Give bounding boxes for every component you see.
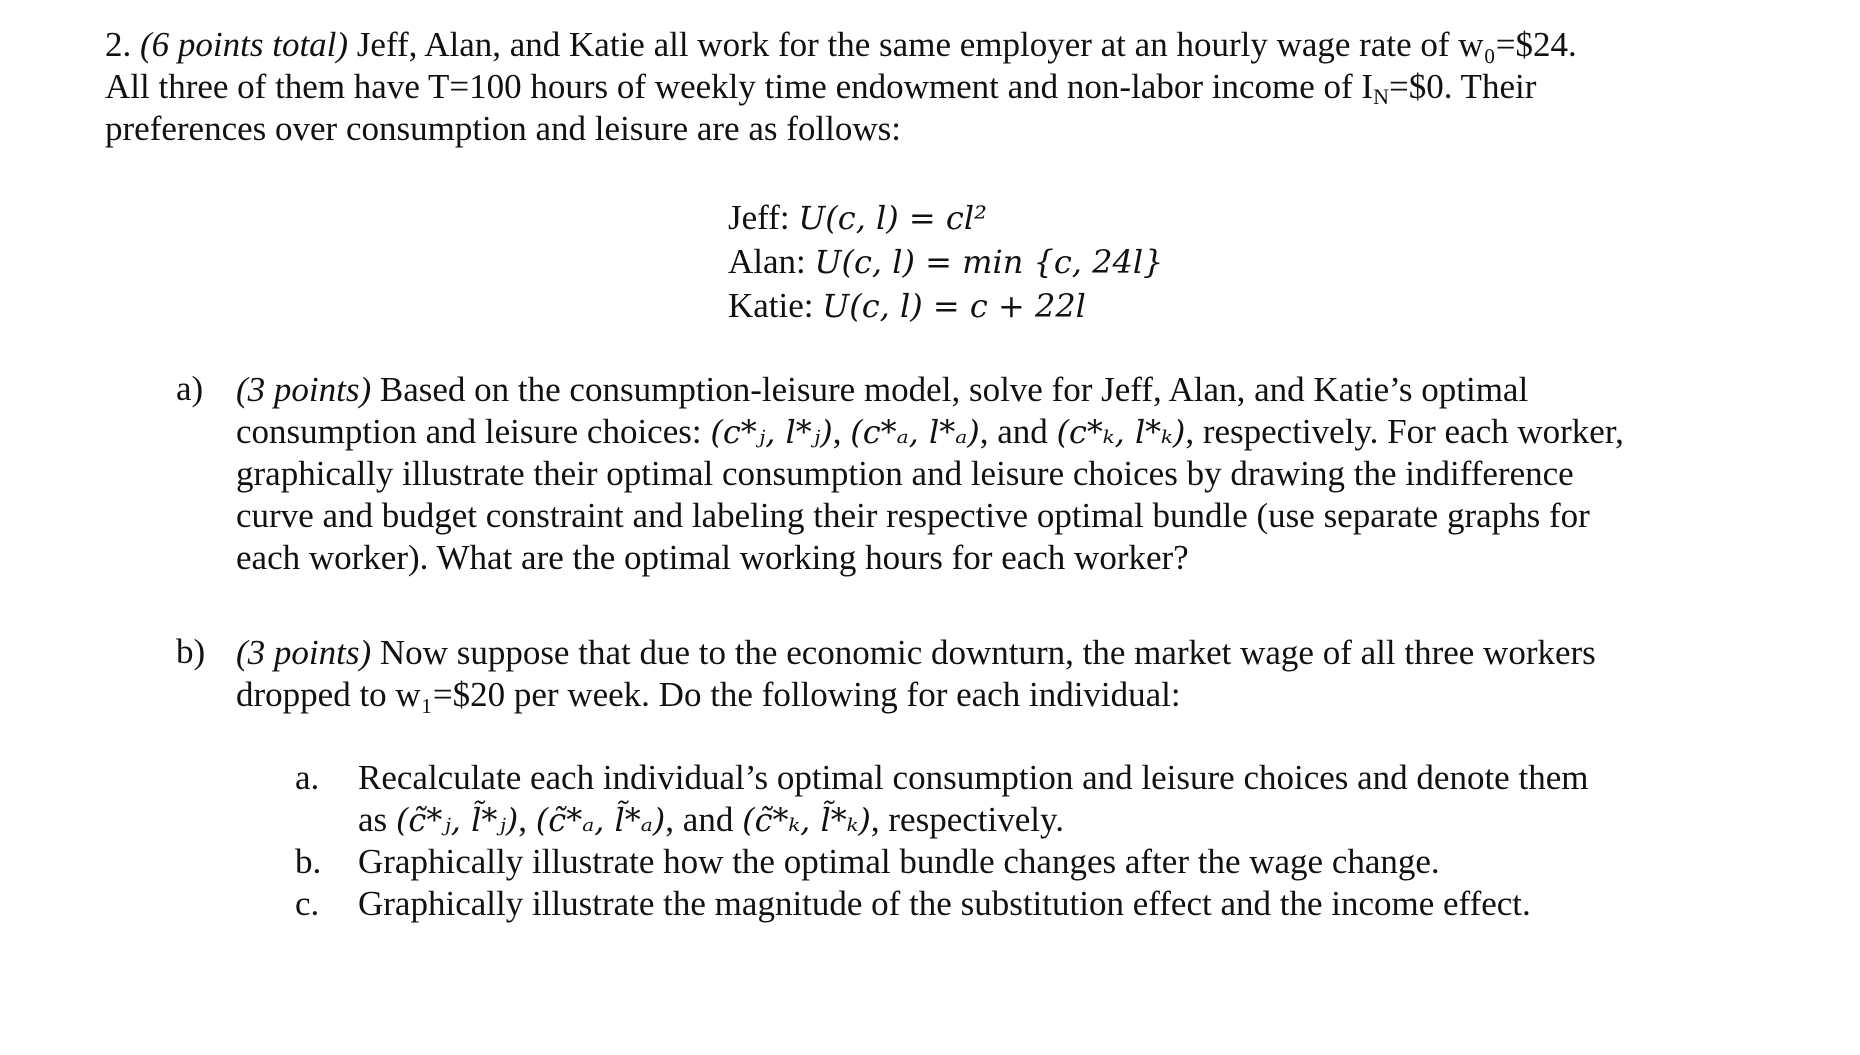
intro-text-1: Jeff, Alan, and Katie all work for the same employer at an hourly wage rate of w₀=$24. — [348, 25, 1577, 64]
part-b-points: (3 points) — [236, 633, 372, 672]
part-a-line-4: curve and budget constraint and labeling their respective optimal bundle (use separate graphs for — [236, 496, 1590, 535]
sub-item-c-line-1: Graphically illustrate the magnitude of the substitution effect and the income effect. — [358, 884, 1531, 923]
sub-item-body — [358, 757, 1745, 841]
preference-equations — [728, 196, 1163, 328]
part-b-line-2: dropped to w₁=$20 per week. Do the following for each individual: — [236, 675, 1181, 714]
intro-text-2: All three of them have T=100 hours of weekly time endowment and non-labor income of I — [105, 67, 1374, 106]
sub-item-label: c. — [295, 884, 320, 923]
part-b-label: b) — [176, 632, 206, 671]
equation-utility: U(c, l) = c + 22l — [822, 287, 1086, 325]
intro-text-2b: =$0. Their — [1388, 67, 1537, 106]
equation-alan — [728, 240, 1163, 284]
equation-name: Katie: — [728, 286, 814, 325]
part-a-text-2b: , respectively. For each worker, — [1185, 412, 1624, 451]
equation-utility: U(c, l) = cl² — [798, 199, 987, 237]
sub-item-label: a. — [295, 758, 320, 797]
part-b-text-1: Now suppose that due to the economic downturn, the market wage of all three workers — [371, 633, 1596, 672]
sub-item-body — [358, 883, 1745, 925]
sub-item-b — [295, 841, 1745, 883]
sub-item-a-text: as — [358, 800, 396, 839]
sub-item-body — [358, 841, 1745, 883]
bundle-alan: (c*ₐ, l*ₐ) — [850, 413, 980, 451]
part-a-line-1 — [236, 369, 1796, 411]
part-a-label: a) — [176, 369, 204, 408]
sub-item-a — [295, 757, 1745, 841]
equation-name: Jeff: — [728, 198, 790, 237]
question-intro — [105, 24, 1805, 150]
bundle-katie: (c*ₖ, l*ₖ) — [1056, 413, 1186, 451]
part-a-text-1: Based on the consumption-leisure model, solve for Jeff, Alan, and Katie’s optimal — [371, 370, 1529, 409]
question-points: (6 points total) — [140, 25, 349, 64]
part-b-sublist — [295, 757, 1745, 925]
part-a-line-3: graphically illustrate their optimal consumption and leisure choices by drawing the indifference — [236, 454, 1574, 493]
part-a-line-2: consumption and leisure choices: (c*ⱼ, l*ⱼ), (c*ₐ, l*ₐ), and (c*ₖ, l*ₖ), respectively. For each worker, — [236, 412, 1624, 451]
bundle-jeff: (c*ⱼ, l*ⱼ) — [710, 413, 833, 451]
equation-name: Alan: — [728, 242, 806, 281]
sub-item-b-line-1: Graphically illustrate how the optimal bundle changes after the wage change. — [358, 842, 1440, 881]
sub-item-a-line-1: Recalculate each individual’s optimal consumption and leisure choices and denote them — [358, 758, 1589, 797]
intro-line-2 — [105, 66, 1805, 108]
intro-line-3: preferences over consumption and leisure are as follows: — [105, 109, 901, 148]
sub-item-a-line-2: as (c̃*ⱼ, l̃*ⱼ), (c̃*ₐ, l̃*ₐ), and (c̃*ₖ, l̃*ₖ), respectively. — [358, 800, 1064, 839]
intro-subscript-n: N — [1373, 84, 1389, 109]
equation-katie — [728, 284, 1163, 328]
new-bundle-jeff: (c̃*ⱼ, l̃*ⱼ) — [395, 801, 519, 839]
equation-utility: U(c, l) = min {c, 24l} — [814, 243, 1164, 281]
question-number: 2. — [105, 25, 132, 64]
new-bundle-alan: (c̃*ₐ, l̃*ₐ) — [535, 801, 666, 839]
part-b-line-1 — [236, 632, 1796, 674]
part-a-body — [236, 369, 1796, 579]
sub-item-label: b. — [295, 842, 322, 881]
equation-jeff — [728, 196, 1163, 240]
part-a-line-5: each worker). What are the optimal working hours for each worker? — [236, 538, 1189, 577]
part-b-body — [236, 632, 1796, 716]
new-bundle-katie: (c̃*ₖ, l̃*ₖ) — [742, 801, 871, 839]
sub-item-a-text-b: , respectively. — [870, 800, 1064, 839]
part-a-text-2: consumption and leisure choices: — [236, 412, 711, 451]
intro-line-1 — [105, 24, 1805, 66]
part-a-points: (3 points) — [236, 370, 372, 409]
sub-item-c — [295, 883, 1745, 925]
